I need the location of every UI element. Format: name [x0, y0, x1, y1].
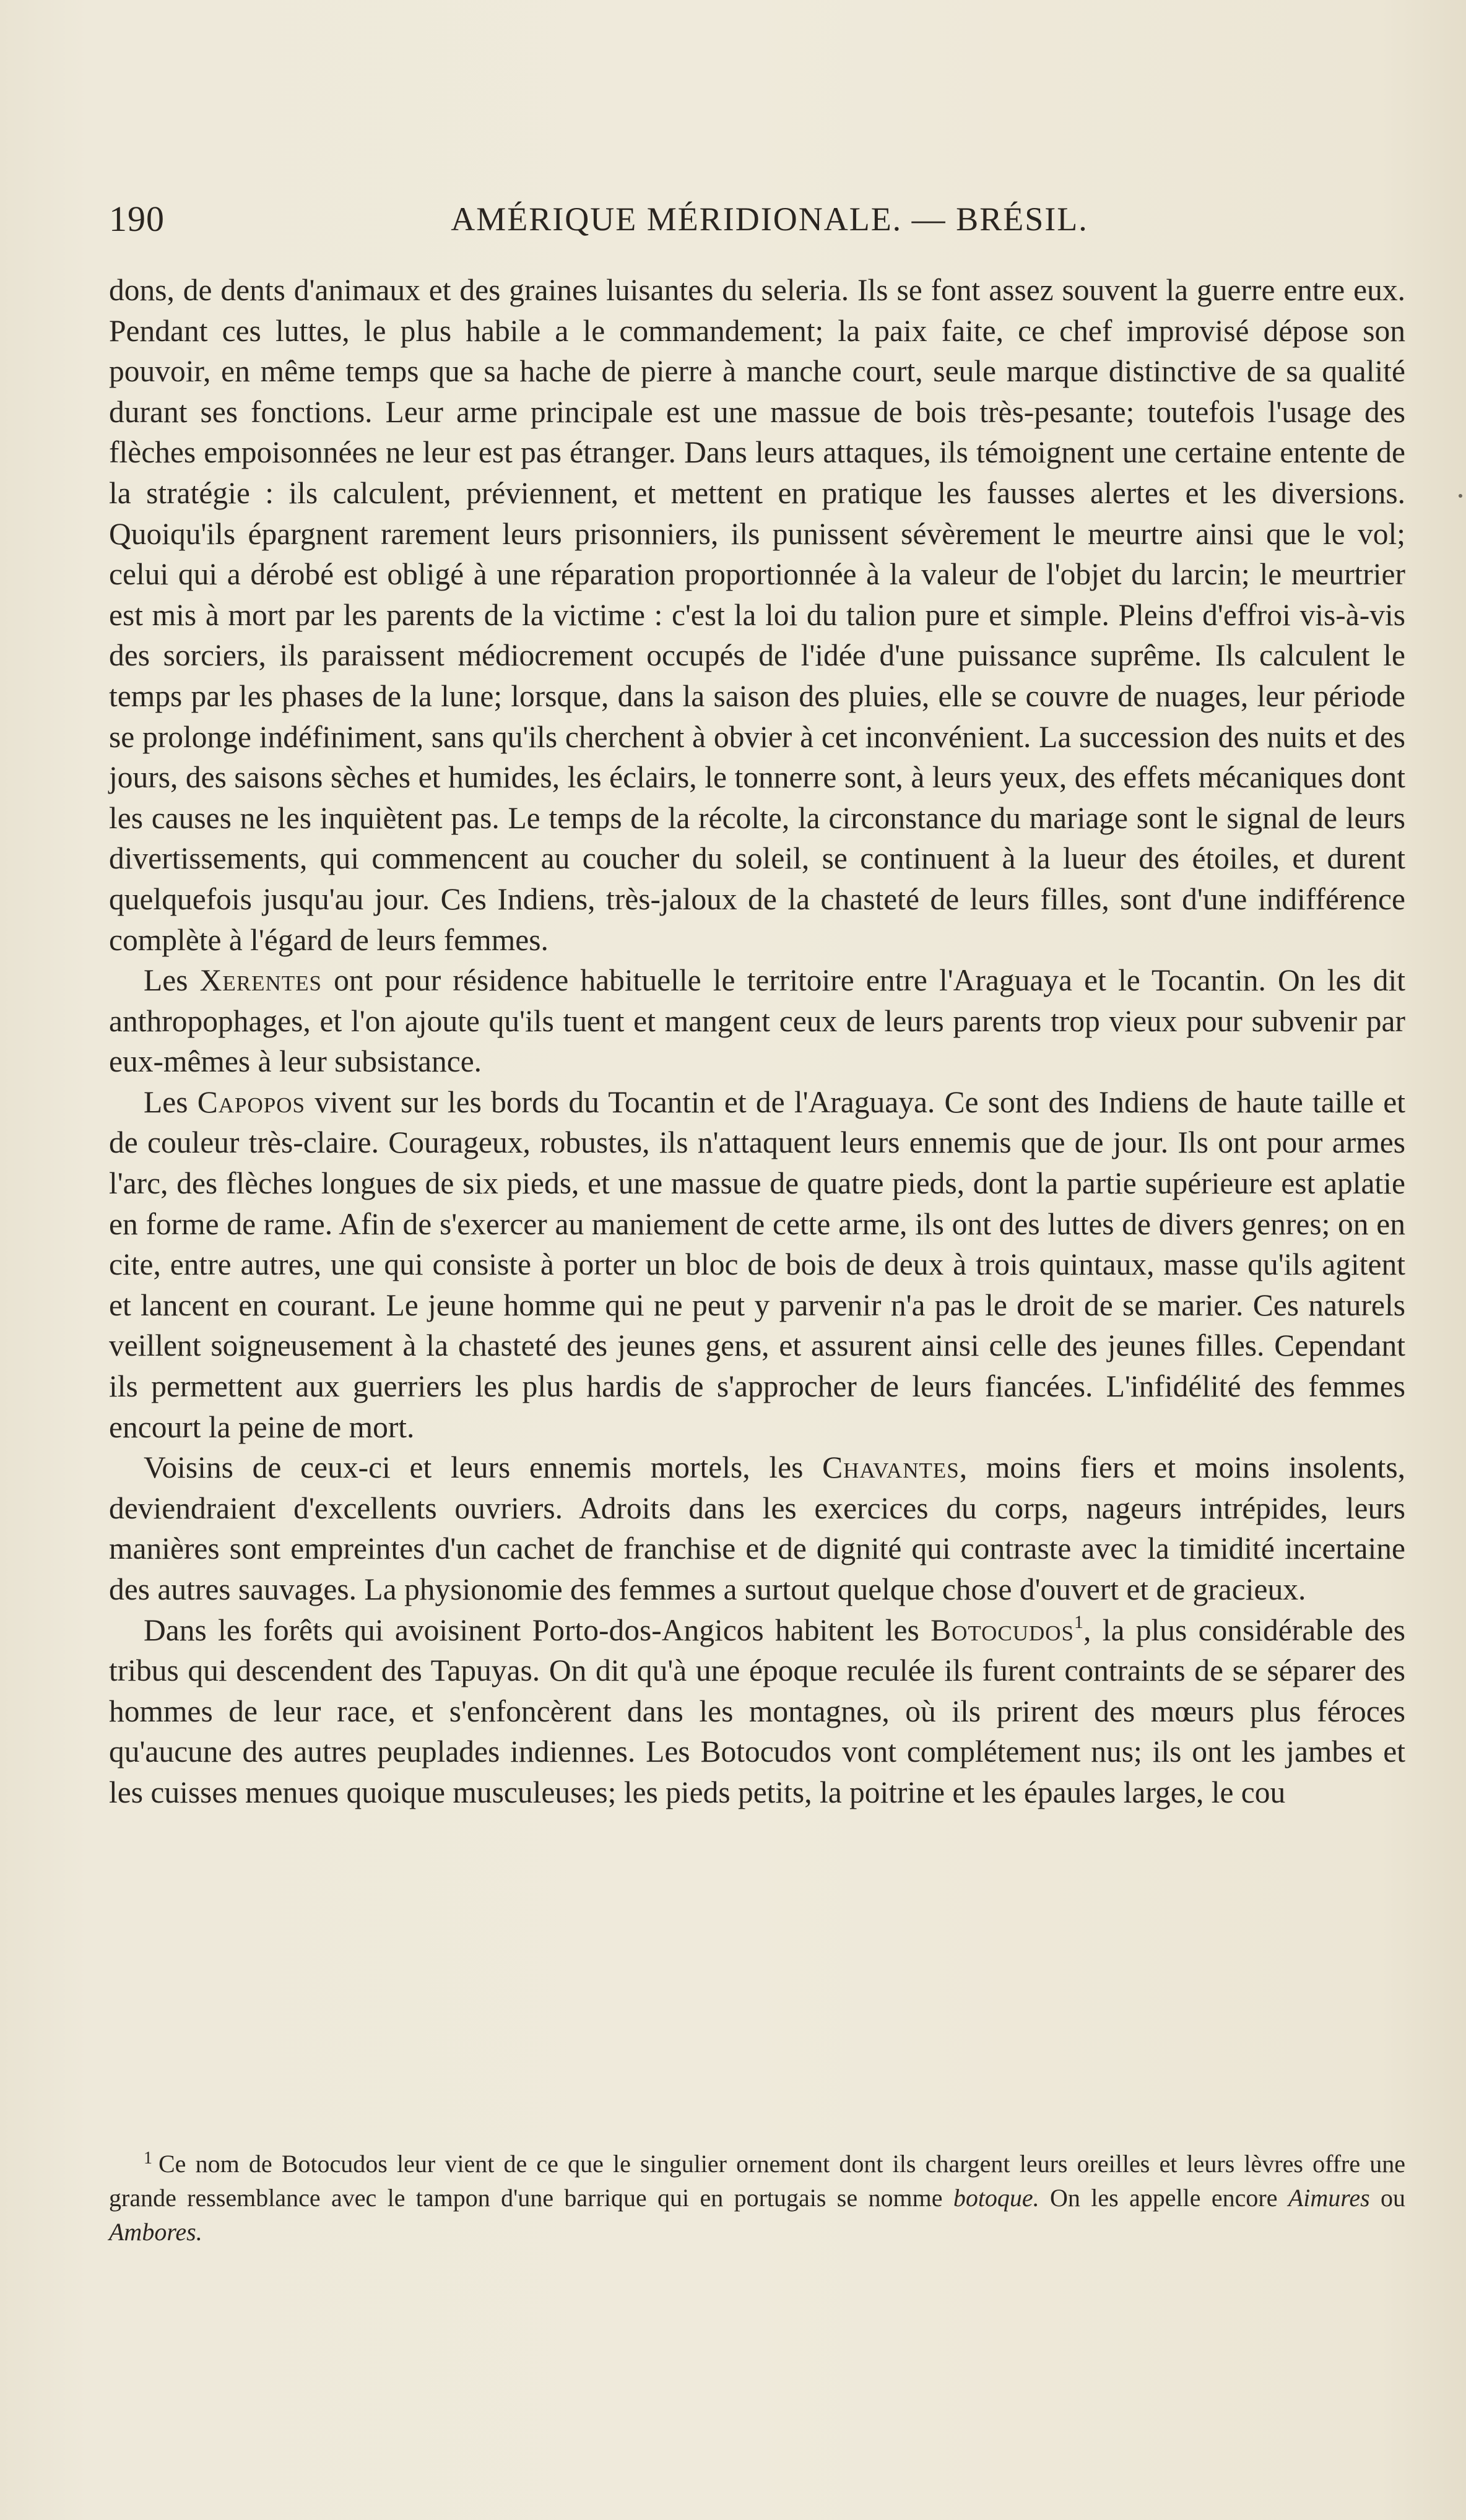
- paragraph-xerentes: [109, 960, 1405, 1082]
- text-segment: Ce nom de Botocudos leur vient de ce que le singulier ornement dont ils chargent leurs oreilles et leurs lèvres offre une grande ressemblance avec le tampon d'une barrique qui en portugais se nomme: [109, 2150, 1405, 2212]
- tribe-name-capopos: Capopos: [197, 1085, 305, 1119]
- tribe-name-chavantes: Chavantes: [822, 1450, 960, 1485]
- italic-word-ambores: Ambores.: [109, 2218, 202, 2246]
- text-segment: On les appelle encore: [1039, 2184, 1288, 2212]
- paragraph-1: [109, 270, 1405, 960]
- italic-word-aimures: Aimures: [1288, 2184, 1370, 2212]
- footnote-marker: 1: [144, 2149, 152, 2168]
- text-segment: Dans les forêts qui avoisinent Porto-dos-Angicos habitent les: [144, 1613, 931, 1647]
- text-segment: dons, de dents d'animaux et des graines luisantes du seleria. Ils se font assez souvent la guerre entre eux. Pendant ces luttes, le plus habile a le commandement; la paix faite, ce chef improvisé dépose son pouvoir, en même temps que sa hache de pierre à manche court, seule marque distinctive de sa qualité durant ses fonctions. Leur arme principale est une massue de bois très-pesante; toutefois l'usage des flèches empoisonnées ne leur est pas étranger. Dans leurs attaques, ils témoignent une certaine entente de la stratégie : ils calculent, préviennent, et mettent en pratique les fausses alertes et les diversions. Quoiqu'ils épargnent rarement leurs prisonniers, ils punissent sévèrement le meurtre ainsi que le vol; celui qui a dérobé est obligé à une réparation proportionnée à la valeur de l'objet du larcin; le meurtrier est mis à mort par les parents de la victime : c'est la loi du talion pure et simple. Pleins d'effroi vis-à-vis des sorciers, ils paraissent médiocrement occupés de l'idée d'une puissance suprême. Ils calculent le temps par les phases de la lune; lorsque, dans la saison des pluies, elle se couvre de nuages, leur période se prolonge indéfiniment, sans qu'ils cherchent à obvier à cet inconvénient. La succession des nuits et des jours, des saisons sèches et humides, les éclairs, le tonnerre sont, à leurs yeux, des effets mécaniques dont les causes ne les inquiètent pas. Le temps de la récolte, la circonstance du mariage sont le signal de leurs divertissements, qui commencent au coucher du soleil, se continuent à la lueur des étoiles, et durent quelquefois jusqu'au jour. Ces Indiens, très-jaloux de la chasteté de leurs filles, sont d'une indifférence complète à l'égard de leurs femmes.: [109, 273, 1405, 957]
- italic-word-botoque: botoque.: [953, 2184, 1039, 2212]
- text-segment: Voisins de ceux-ci et leurs ennemis mortels, les: [144, 1450, 823, 1485]
- page-number: 190: [109, 199, 165, 239]
- tribe-name-botocudos: Botocudos: [930, 1613, 1075, 1647]
- body-text: [109, 270, 1405, 1813]
- text-segment: Les: [144, 963, 200, 998]
- text-segment: , moins fiers et moins insolents, deviendraient d'excellents ouvriers. Adroits dans les exercices du corps, nageurs intrépides, leurs manières sont empreintes d'un cachet de franchise et de dignité qui contraste avec la timidité incertaine des autres sauvages. La physionomie des femmes a surtout quelque chose d'ouvert et de gracieux.: [109, 1450, 1405, 1606]
- footnote-text: [109, 2147, 1405, 2249]
- text-segment: vivent sur les bords du Tocantin et de l'Araguaya. Ce sont des Indiens de haute taille et de couleur très-claire. Courageux, robustes, ils n'attaquent leurs ennemis que de jour. Ils ont pour armes l'arc, des flèches longues de six pieds, et une massue de quatre pieds, dont la partie supérieure est aplatie en forme de rame. Afin de s'exercer au maniement de cette arme, ils ont des luttes de divers genres; on en cite, entre autres, une qui consiste à porter un bloc de bois de deux à trois quintaux, masse qu'ils agitent et lancent en courant. Le jeune homme qui ne peut y parvenir n'a pas le droit de se marier. Ces naturels veillent soigneusement à la chasteté des jeunes gens, et assurent ainsi celle des jeunes filles. Cependant ils permettent aux guerriers les plus hardis de s'approcher de leurs fiancées. L'infidélité des femmes encourt la peine de mort.: [109, 1085, 1405, 1444]
- footnote-reference: 1: [1074, 1611, 1084, 1632]
- tribe-name-xerentes: Xerentes: [199, 963, 322, 998]
- paragraph-capopos: [109, 1082, 1405, 1447]
- text-segment: ont pour résidence habituelle le territoire entre l'Araguaya et le Tocantin. On les dit anthropophages, et l'on ajoute qu'ils tuent et mangent ceux de leurs parents trop vieux pour subvenir par eux-mêmes à leur subsistance.: [109, 963, 1405, 1079]
- footnote: [109, 2147, 1405, 2249]
- page-header: [109, 197, 1405, 241]
- paragraph-botocudos: [109, 1610, 1405, 1813]
- running-title: AMÉRIQUE MÉRIDIONALE. — BRÉSIL.: [451, 201, 1088, 238]
- text-segment: ou: [1369, 2184, 1406, 2212]
- scan-speck: [1459, 494, 1462, 498]
- text-segment: , la plus considérable des tribus qui descendent des Tapuyas. On dit qu'à une époque reculée ils furent contraints de se séparer des hommes de leur race, et s'enfoncèrent dans les montagnes, où ils prirent des mœurs plus féroces qu'aucune des autres peuplades indiennes. Les Botocudos vont complétement nus; ils ont les jambes et les cuisses menues quoique musculeuses; les pieds petits, la poitrine et les épaules larges, le cou: [109, 1613, 1405, 1809]
- paragraph-chavantes: [109, 1447, 1405, 1609]
- text-segment: Les: [144, 1085, 197, 1119]
